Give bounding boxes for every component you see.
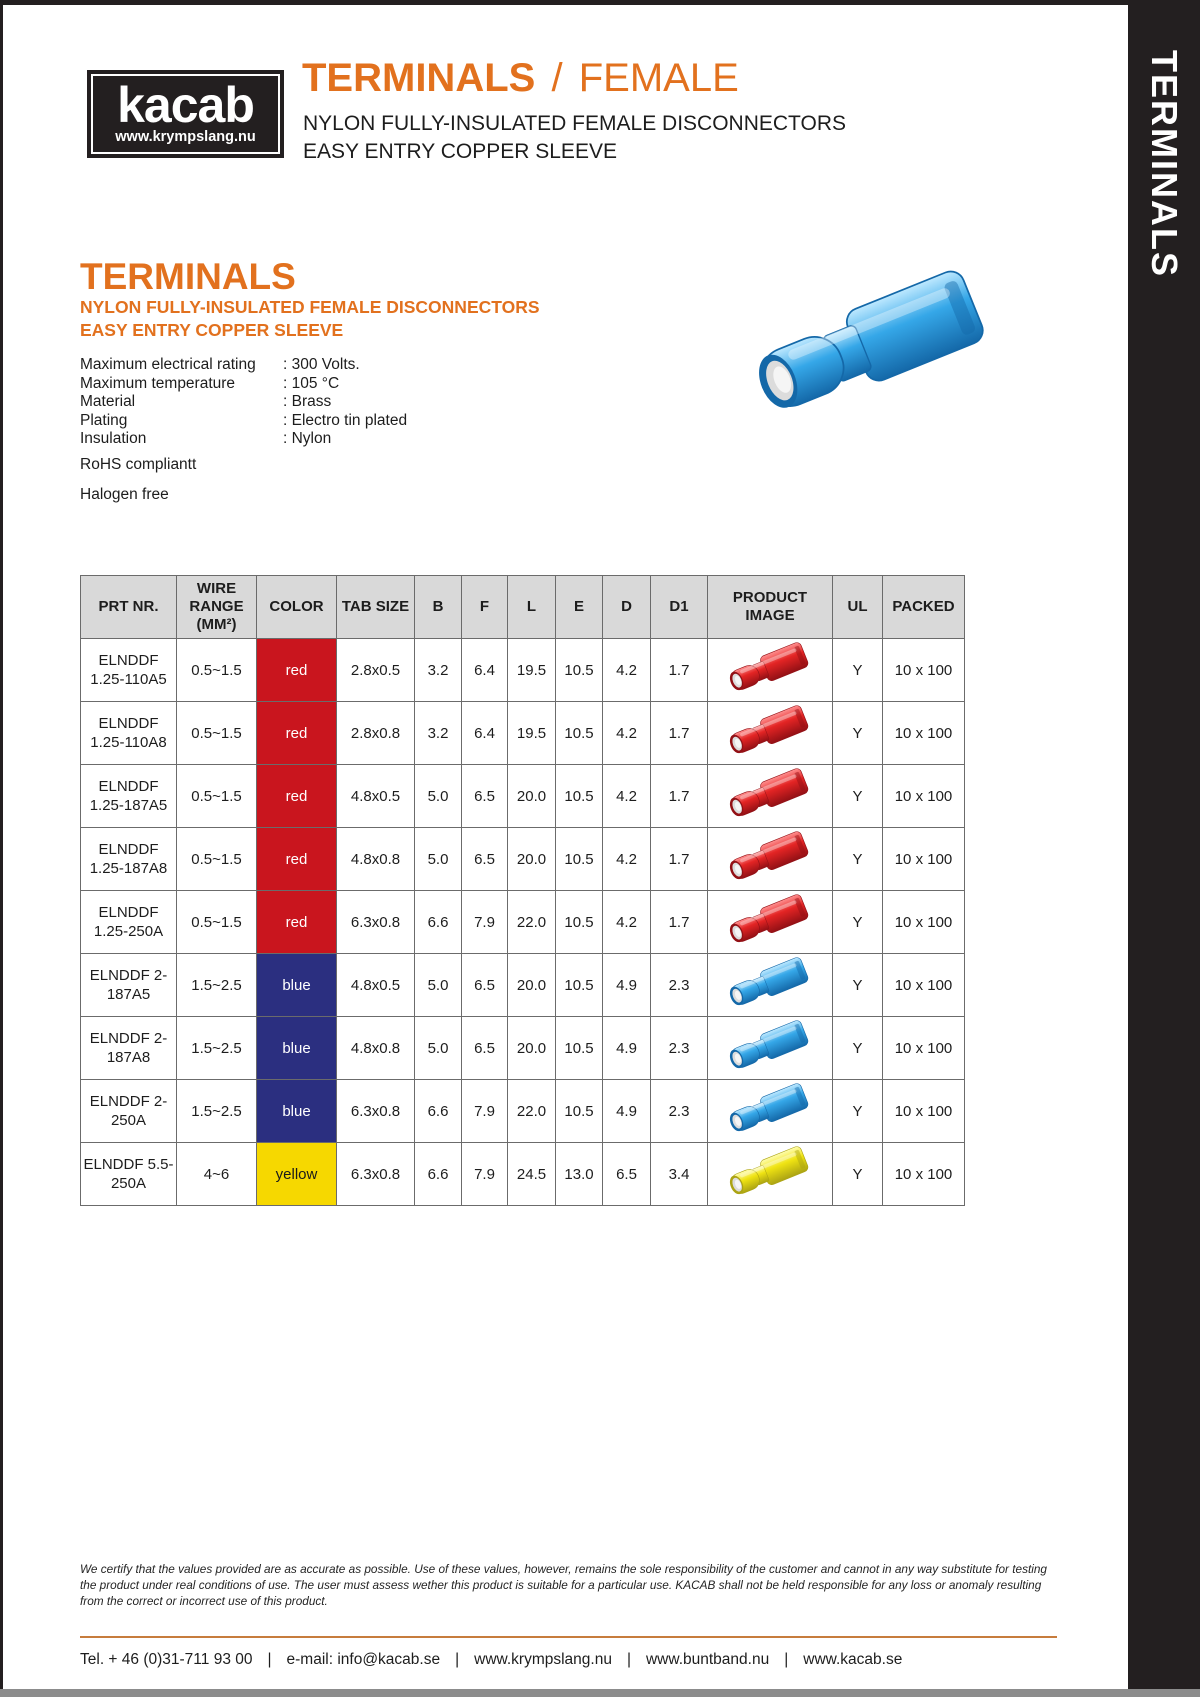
page-title-separator: / (551, 56, 563, 100)
side-tab (1128, 0, 1200, 1689)
cell-ul: Y (833, 1143, 883, 1206)
cell-wire-range: 1.5~2.5 (177, 1080, 257, 1143)
table-row (81, 1143, 965, 1206)
cell-ul: Y (833, 954, 883, 1017)
cell-color: blue (257, 1080, 337, 1143)
cell-prt-nr: ELNDDF 1.25-187A8 (81, 828, 177, 891)
spec-value: : Brass (283, 393, 332, 411)
cell-tab-size: 4.8x0.8 (337, 1017, 415, 1080)
col-header-l: L (508, 576, 556, 639)
cell-tab-size: 2.8x0.8 (337, 702, 415, 765)
left-border-bar (0, 0, 3, 1689)
spec-value: : 300 Volts. (283, 356, 360, 373)
col-header-b: B (415, 576, 462, 639)
cell-ul: Y (833, 702, 883, 765)
side-tab-label: TERMINALS (1144, 50, 1185, 278)
cell-d: 4.9 (603, 1080, 651, 1143)
disclaimer-text: We certify that the values provided are as accurate as possible. Use of these values, however, remains the sole responsibility of the customer and cannot in any way substitute for testing the product under real conditions of use. The user must assess wether this product is suitable for a particular use. KACAB shall not be held responsible for any loss or anomaly resulting from the correct or incorrect use of this product. (80, 1562, 1047, 1608)
cell-b: 5.0 (415, 828, 462, 891)
contact-line (80, 1651, 1080, 1669)
spec-label: Material (80, 393, 136, 411)
cell-d1: 1.7 (651, 828, 708, 891)
section-subheading-line2: EASY ENTRY COPPER SLEEVE (80, 320, 344, 340)
cell-e: 10.5 (556, 1017, 603, 1080)
cell-product-image (708, 1017, 833, 1080)
cell-b: 6.6 (415, 891, 462, 954)
spec-label: Maximum electrical rating (80, 356, 256, 373)
contact-item: www.buntband.nu (645, 1651, 770, 1668)
cell-product-image (708, 1080, 833, 1143)
cell-color: red (257, 765, 337, 828)
table-row (81, 954, 965, 1017)
cell-d: 6.5 (603, 1143, 651, 1206)
page-subtitle-line1: NYLON FULLY-INSULATED FEMALE DISCONNECTORS (303, 112, 847, 135)
cell-d: 4.2 (603, 702, 651, 765)
cell-packed: 10 x 100 (883, 1080, 965, 1143)
contact-item: www.kacab.se (803, 1651, 903, 1668)
spec-label: Maximum temperature (80, 374, 236, 392)
cell-packed: 10 x 100 (883, 891, 965, 954)
table-row (81, 1080, 965, 1143)
page-subtitle (303, 110, 846, 166)
cell-prt-nr: ELNDDF 5.5-250A (81, 1143, 177, 1206)
cell-product-image (708, 954, 833, 1017)
cell-l: 24.5 (508, 1143, 556, 1206)
cell-l: 20.0 (508, 828, 556, 891)
spec-row (80, 430, 407, 449)
cell-d: 4.2 (603, 765, 651, 828)
spec-row (80, 356, 407, 375)
contact-item: www.krympslang.nu (474, 1651, 612, 1668)
cell-l: 20.0 (508, 954, 556, 1017)
cell-tab-size: 4.8x0.8 (337, 828, 415, 891)
cell-b: 3.2 (415, 702, 462, 765)
cell-d: 4.9 (603, 954, 651, 1017)
col-header-packed: PACKED (883, 576, 965, 639)
cell-b: 5.0 (415, 954, 462, 1017)
footer-divider (80, 1636, 1057, 1638)
contact-item: Tel. + 46 (0)31-711 93 00 (80, 1651, 253, 1668)
cell-tab-size: 4.8x0.5 (337, 765, 415, 828)
cell-d: 4.2 (603, 639, 651, 702)
cell-e: 10.5 (556, 954, 603, 1017)
top-border-bar (0, 0, 1200, 5)
terminal-illustration (724, 1145, 816, 1203)
section-heading: TERMINALS (80, 256, 296, 297)
page-subtitle-line2: EASY ENTRY COPPER SLEEVE (303, 140, 617, 163)
cell-e: 10.5 (556, 828, 603, 891)
page-title (302, 56, 739, 101)
logo-wordmark: kacab (117, 77, 254, 133)
table-row (81, 702, 965, 765)
cell-l: 22.0 (508, 1080, 556, 1143)
terminal-illustration (724, 1019, 816, 1077)
cell-ul: Y (833, 1080, 883, 1143)
cell-d: 4.2 (603, 828, 651, 891)
col-header-prt-nr: PRT NR. (81, 576, 177, 639)
cell-d1: 2.3 (651, 954, 708, 1017)
cell-d1: 1.7 (651, 639, 708, 702)
cell-l: 19.5 (508, 639, 556, 702)
col-header-d: D (603, 576, 651, 639)
cell-product-image (708, 765, 833, 828)
kacab-logo-frame (91, 74, 280, 154)
cell-prt-nr: ELNDDF 1.25-187A5 (81, 765, 177, 828)
cell-l: 20.0 (508, 765, 556, 828)
col-header-wire-range: WIRE RANGE (MM²) (177, 576, 257, 639)
cell-f: 6.5 (462, 765, 508, 828)
cell-f: 6.5 (462, 954, 508, 1017)
cell-e: 10.5 (556, 702, 603, 765)
spec-list (80, 356, 407, 449)
logo-url: www.krympslang.nu (115, 129, 256, 145)
page-title-main: TERMINALS (302, 56, 536, 100)
col-header-tab-size: TAB SIZE (337, 576, 415, 639)
cell-d1: 1.7 (651, 765, 708, 828)
cell-wire-range: 0.5~1.5 (177, 765, 257, 828)
cell-color: blue (257, 1017, 337, 1080)
contact-separator: | (784, 1651, 789, 1668)
cell-packed: 10 x 100 (883, 1017, 965, 1080)
section-subheading-line1: NYLON FULLY-INSULATED FEMALE DISCONNECTORS (80, 297, 540, 317)
cell-tab-size: 4.8x0.5 (337, 954, 415, 1017)
cell-ul: Y (833, 639, 883, 702)
cell-color: red (257, 702, 337, 765)
cell-ul: Y (833, 828, 883, 891)
cell-prt-nr: ELNDDF 1.25-110A8 (81, 702, 177, 765)
section-subheading (80, 296, 540, 342)
cell-wire-range: 1.5~2.5 (177, 954, 257, 1017)
cell-d1: 3.4 (651, 1143, 708, 1206)
cell-wire-range: 4~6 (177, 1143, 257, 1206)
cell-l: 19.5 (508, 702, 556, 765)
cell-ul: Y (833, 1017, 883, 1080)
contact-item: e-mail: info@kacab.se (286, 1651, 441, 1668)
terminal-illustration (724, 641, 816, 699)
cell-packed: 10 x 100 (883, 765, 965, 828)
halogen-note: Halogen free (80, 486, 169, 503)
spec-row (80, 412, 407, 431)
cell-wire-range: 1.5~2.5 (177, 1017, 257, 1080)
spec-row (80, 393, 407, 412)
cell-b: 5.0 (415, 765, 462, 828)
cell-tab-size: 2.8x0.5 (337, 639, 415, 702)
cell-f: 7.9 (462, 1080, 508, 1143)
spec-label: Insulation (80, 430, 147, 448)
cell-color: yellow (257, 1143, 337, 1206)
cell-d: 4.9 (603, 1017, 651, 1080)
product-table (80, 575, 965, 1206)
cell-product-image (708, 1143, 833, 1206)
table-row (81, 1017, 965, 1080)
kacab-logo (87, 70, 284, 158)
cell-packed: 10 x 100 (883, 954, 965, 1017)
terminal-illustration (744, 266, 1004, 434)
cell-packed: 10 x 100 (883, 1143, 965, 1206)
cell-d1: 2.3 (651, 1017, 708, 1080)
terminal-illustration (724, 767, 816, 825)
table-row (81, 639, 965, 702)
table-row (81, 828, 965, 891)
table-row (81, 765, 965, 828)
cell-prt-nr: ELNDDF 2-250A (81, 1080, 177, 1143)
cell-d1: 1.7 (651, 702, 708, 765)
cell-l: 20.0 (508, 1017, 556, 1080)
col-header-f: F (462, 576, 508, 639)
spec-row (80, 375, 407, 394)
cell-tab-size: 6.3x0.8 (337, 1143, 415, 1206)
spec-value: : Electro tin plated (283, 411, 408, 429)
cell-b: 5.0 (415, 1017, 462, 1080)
cell-product-image (708, 702, 833, 765)
cell-packed: 10 x 100 (883, 828, 965, 891)
terminal-illustration (724, 704, 816, 762)
col-header-product-image: PRODUCT IMAGE (708, 576, 833, 639)
cell-color: red (257, 891, 337, 954)
cell-packed: 10 x 100 (883, 639, 965, 702)
cell-d: 4.2 (603, 891, 651, 954)
contact-separator: | (455, 1651, 460, 1668)
cell-color: red (257, 639, 337, 702)
cell-prt-nr: ELNDDF 1.25-250A (81, 891, 177, 954)
bottom-border-bar (0, 1689, 1200, 1697)
cell-f: 7.9 (462, 891, 508, 954)
cell-f: 6.4 (462, 702, 508, 765)
cell-color: red (257, 828, 337, 891)
terminal-illustration (724, 893, 816, 951)
cell-product-image (708, 828, 833, 891)
cell-wire-range: 0.5~1.5 (177, 702, 257, 765)
cell-ul: Y (833, 765, 883, 828)
contact-separator: | (267, 1651, 272, 1668)
terminal-illustration (724, 830, 816, 888)
spec-value: : Nylon (283, 430, 332, 448)
col-header-color: COLOR (257, 576, 337, 639)
cell-f: 6.5 (462, 1017, 508, 1080)
product-table-body (81, 639, 965, 1206)
rohs-note: RoHS compliantt (80, 456, 197, 473)
cell-d1: 1.7 (651, 891, 708, 954)
cell-prt-nr: ELNDDF 1.25-110A5 (81, 639, 177, 702)
cell-wire-range: 0.5~1.5 (177, 891, 257, 954)
cell-e: 10.5 (556, 1080, 603, 1143)
cell-f: 6.5 (462, 828, 508, 891)
cell-e: 13.0 (556, 1143, 603, 1206)
cell-b: 3.2 (415, 639, 462, 702)
cell-tab-size: 6.3x0.8 (337, 891, 415, 954)
cell-prt-nr: ELNDDF 2-187A5 (81, 954, 177, 1017)
col-header-d1: D1 (651, 576, 708, 639)
terminal-illustration (724, 956, 816, 1014)
cell-packed: 10 x 100 (883, 702, 965, 765)
cell-e: 10.5 (556, 639, 603, 702)
cell-d1: 2.3 (651, 1080, 708, 1143)
cell-f: 7.9 (462, 1143, 508, 1206)
cell-b: 6.6 (415, 1143, 462, 1206)
cell-f: 6.4 (462, 639, 508, 702)
cell-wire-range: 0.5~1.5 (177, 639, 257, 702)
cell-color: blue (257, 954, 337, 1017)
page-title-suffix: FEMALE (578, 56, 739, 100)
col-header-e: E (556, 576, 603, 639)
cell-product-image (708, 891, 833, 954)
col-header-ul: UL (833, 576, 883, 639)
contact-separator: | (626, 1651, 631, 1668)
cell-prt-nr: ELNDDF 2-187A8 (81, 1017, 177, 1080)
cell-l: 22.0 (508, 891, 556, 954)
table-header-row (81, 576, 965, 639)
terminal-illustration (724, 1082, 816, 1140)
cell-product-image (708, 639, 833, 702)
spec-value: : 105 °C (283, 374, 340, 392)
cell-e: 10.5 (556, 765, 603, 828)
hero-product-image (744, 266, 1010, 442)
cell-b: 6.6 (415, 1080, 462, 1143)
cell-tab-size: 6.3x0.8 (337, 1080, 415, 1143)
cell-e: 10.5 (556, 891, 603, 954)
spec-label: Plating (80, 411, 128, 429)
cell-ul: Y (833, 891, 883, 954)
cell-wire-range: 0.5~1.5 (177, 828, 257, 891)
table-row (81, 891, 965, 954)
